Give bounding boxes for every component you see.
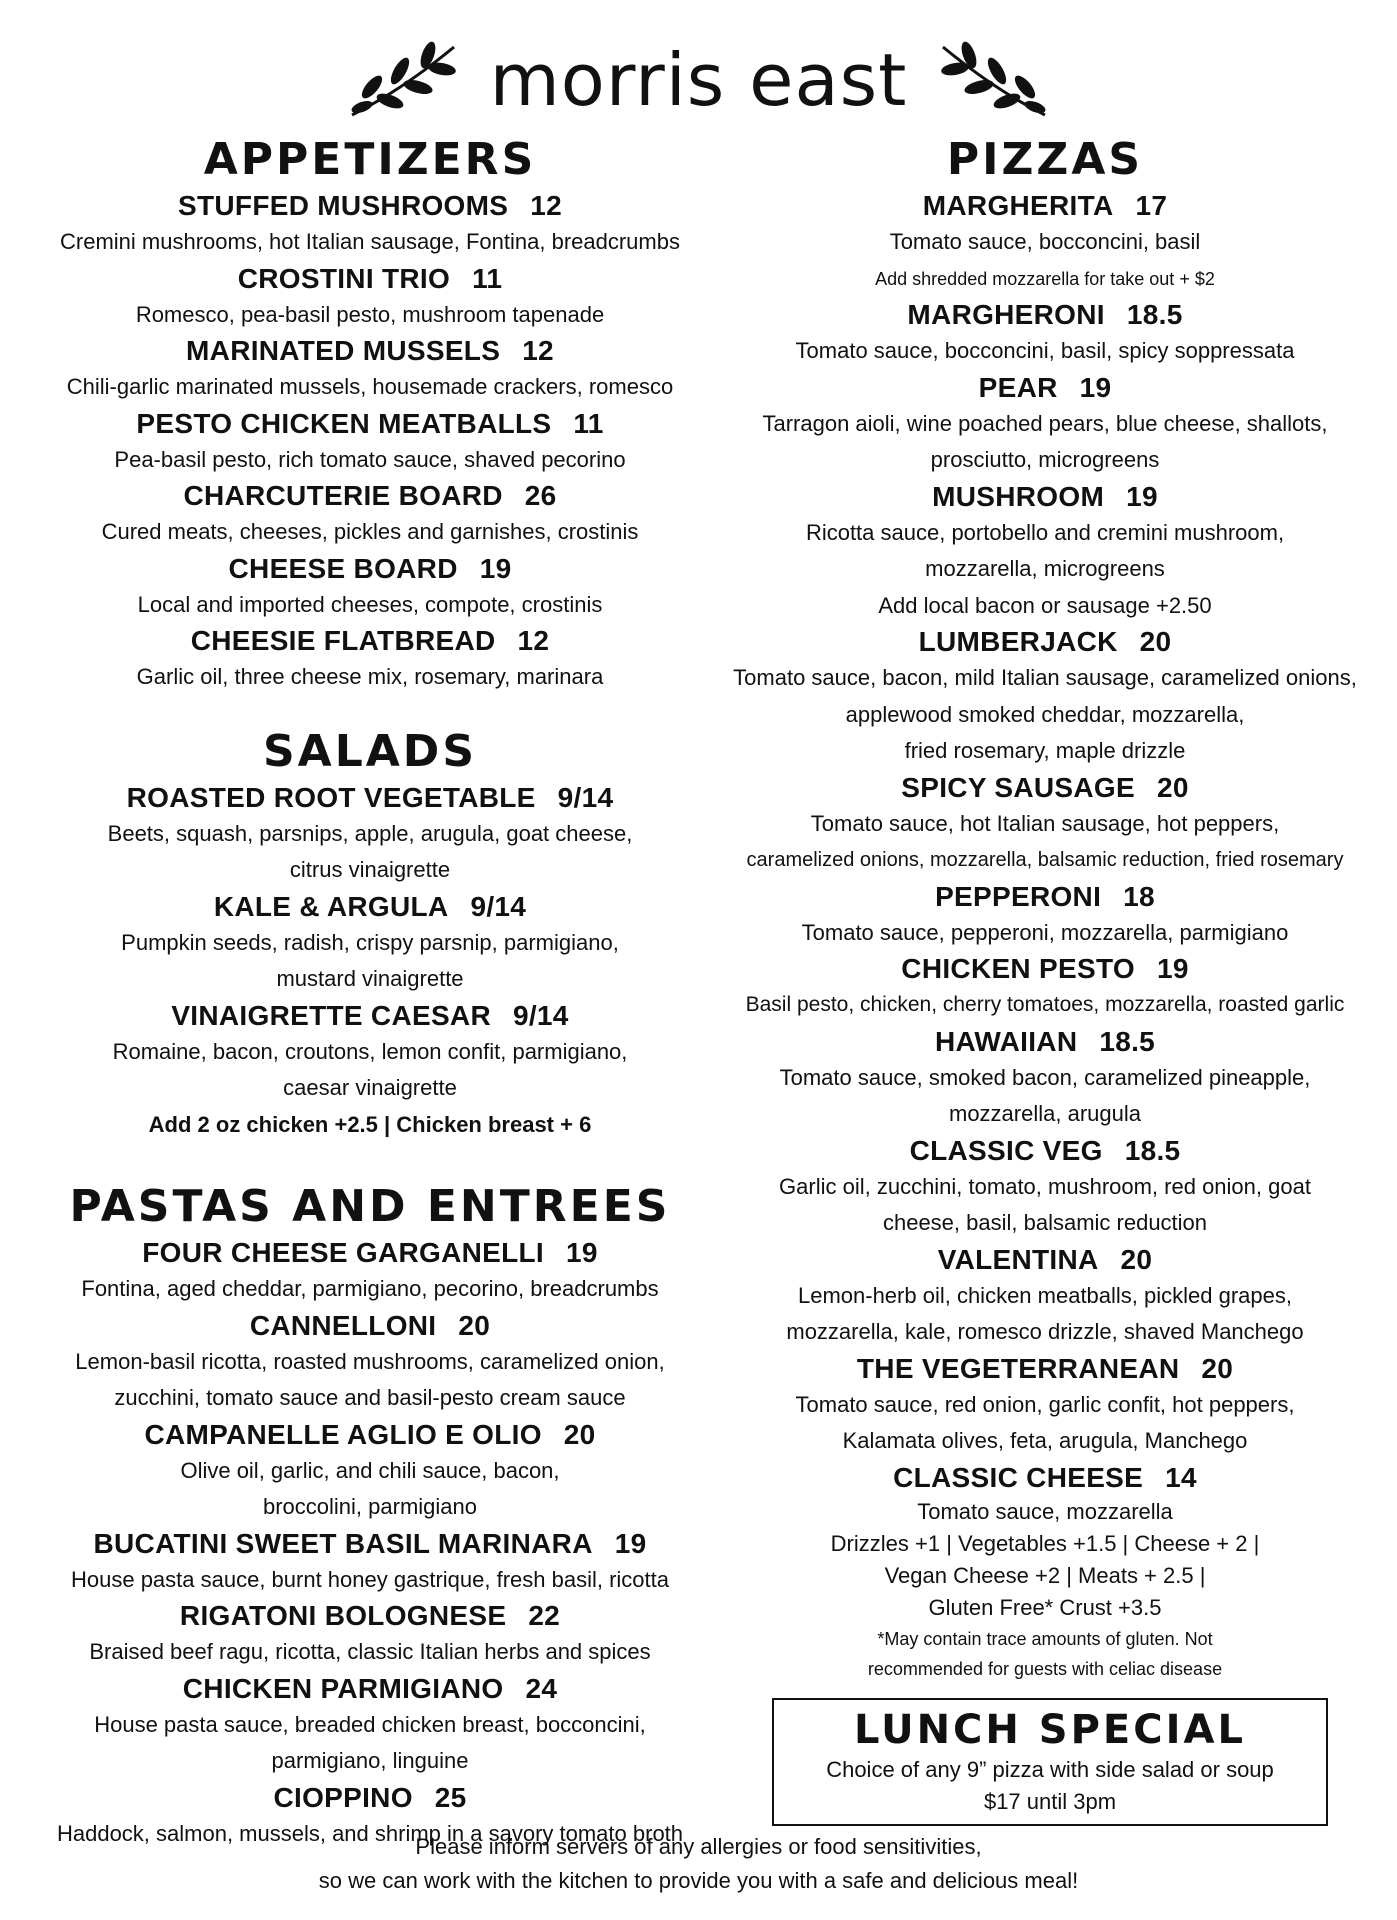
item-name: PESTO CHICKEN MEATBALLS xyxy=(136,407,552,439)
appetizers-section xyxy=(30,132,710,696)
item-description: Pea-basil pesto, rich tomato sauce, shaved pecorino xyxy=(114,446,626,472)
item-price: 9/14 xyxy=(512,999,569,1031)
item-description: Tomato sauce, smoked bacon, caramelized pineapple, xyxy=(779,1064,1311,1090)
item-price: 9/14 xyxy=(557,781,614,813)
item-name: CHEESE BOARD xyxy=(228,552,458,584)
item-description: mozzarella, arugula xyxy=(949,1101,1141,1126)
item-price: 20 xyxy=(458,1309,491,1341)
item-price: 19 xyxy=(565,1237,598,1268)
item-price: 12 xyxy=(522,335,554,366)
item-price: 9/14 xyxy=(470,890,527,922)
menu-item xyxy=(720,1133,1370,1242)
menu-item xyxy=(30,1308,710,1417)
item-name: CHICKEN PESTO xyxy=(901,953,1135,984)
item-name: MARGHERONI xyxy=(907,299,1105,330)
item-description: Tomato sauce, bacon, mild Italian sausage, caramelized onions, xyxy=(733,665,1357,690)
section-title: APPETIZERS xyxy=(203,134,537,185)
pizza-addon-line: Vegan Cheese +2 | Meats + 2.5 | xyxy=(884,1562,1206,1588)
item-name: VINAIGRETTE CAESAR xyxy=(171,999,491,1031)
item-price: 14 xyxy=(1165,1461,1197,1493)
item-description: Local and imported cheeses, compote, crostinis xyxy=(137,591,603,617)
menu-item xyxy=(30,188,710,261)
menu-item xyxy=(30,623,710,696)
item-description: House pasta sauce, burnt honey gastrique, fresh basil, ricotta xyxy=(70,1566,669,1592)
item-description: Cured meats, cheeses, pickles and garnishes, crostinis xyxy=(101,519,639,544)
item-name: CHARCUTERIE BOARD xyxy=(183,480,503,511)
item-description: Braised beef ragu, ricotta, classic Italian herbs and spices xyxy=(89,1639,651,1664)
item-price: 19 xyxy=(1079,371,1112,403)
menu-item xyxy=(720,1242,1370,1351)
item-name: LUMBERJACK xyxy=(918,626,1118,657)
menu-item xyxy=(720,297,1370,370)
menu-item xyxy=(720,770,1370,879)
item-name: CLASSIC CHEESE xyxy=(893,1461,1144,1493)
item-description: mozzarella, kale, romesco drizzle, shaved Manchego xyxy=(786,1319,1304,1344)
item-name: THE VEGETERRANEAN xyxy=(856,1352,1180,1384)
item-description: prosciutto, microgreens xyxy=(930,447,1160,472)
item-description: cheese, basil, balsamic reduction xyxy=(882,1210,1208,1235)
item-name: PEAR xyxy=(978,371,1058,403)
item-description: parmigiano, linguine xyxy=(271,1748,469,1773)
item-description: Garlic oil, zucchini, tomato, mushroom, red onion, goat xyxy=(779,1173,1311,1199)
item-price: 19 xyxy=(479,552,512,584)
item-description: Pumpkin seeds, radish, crispy parsnip, parmigiano, xyxy=(121,929,619,955)
item-name: CHEESIE FLATBREAD xyxy=(190,625,496,656)
item-price: 18.5 xyxy=(1126,299,1183,330)
menu-item xyxy=(30,478,710,551)
item-name: CHICKEN PARMIGIANO xyxy=(182,1672,504,1704)
footer-line: Please inform servers of any allergies or food sensitivities, xyxy=(415,1834,982,1859)
item-price: 20 xyxy=(1139,626,1172,657)
item-description: Tarragon aioli, wine poached pears, blue cheese, shallots, xyxy=(762,410,1328,436)
item-price: 17 xyxy=(1135,190,1168,221)
item-description: Lemon-herb oil, chicken meatballs, pickled grapes, xyxy=(797,1282,1293,1308)
item-name: MUSHROOM xyxy=(932,480,1105,512)
menu-item xyxy=(30,780,710,889)
item-addon-note: Add shredded mozzarella for take out + $2 xyxy=(875,268,1215,289)
menu-item xyxy=(720,479,1370,625)
item-name: CIOPPINO xyxy=(273,1781,413,1813)
gluten-disclaimer: *May contain trace amounts of gluten. Not xyxy=(877,1628,1213,1649)
item-description: Ricotta sauce, portobello and cremini mushroom, xyxy=(805,519,1285,545)
item-description: Beets, squash, parsnips, apple, arugula, goat cheese, xyxy=(107,820,633,846)
menu-item xyxy=(720,1460,1370,1684)
item-price: 24 xyxy=(525,1672,558,1704)
item-price: 18 xyxy=(1123,880,1155,912)
menu-item xyxy=(720,879,1370,952)
menu-item xyxy=(30,889,710,998)
item-description: Basil pesto, chicken, cherry tomatoes, mozzarella, roasted garlic xyxy=(745,993,1345,1016)
item-description: applewood smoked cheddar, mozzarella, xyxy=(845,701,1245,727)
item-description: House pasta sauce, breaded chicken breast, bocconcini, xyxy=(94,1711,646,1737)
section-title: PASTAS AND ENTREES xyxy=(69,1181,671,1232)
item-price: 11 xyxy=(573,407,604,439)
item-description: mustard vinaigrette xyxy=(276,966,464,991)
item-price: 20 xyxy=(1156,771,1189,803)
menu-item xyxy=(30,1598,710,1671)
item-description: Tomato sauce, hot Italian sausage, hot peppers, xyxy=(810,810,1280,836)
lunch-special-price: $17 until 3pm xyxy=(983,1789,1117,1814)
lunch-special-box xyxy=(772,1698,1328,1826)
item-name: VALENTINA xyxy=(937,1243,1099,1275)
menu-item xyxy=(720,370,1370,479)
item-name: MARGHERITA xyxy=(922,190,1114,221)
item-description: Kalamata olives, feta, arugula, Manchego xyxy=(842,1428,1248,1453)
left-column xyxy=(30,132,710,1852)
menu-item xyxy=(720,1351,1370,1460)
item-description: Chili-garlic marinated mussels, housemade crackers, romesco xyxy=(66,374,674,399)
section-title: PIZZAS xyxy=(946,134,1144,185)
item-addon-note: Add local bacon or sausage +2.50 xyxy=(878,592,1212,618)
pizzas-section xyxy=(720,132,1370,1684)
item-name: CROSTINI TRIO xyxy=(237,262,451,294)
menu-item xyxy=(30,333,710,406)
item-name: PEPPERONI xyxy=(935,880,1102,912)
menu-item xyxy=(30,1417,710,1526)
item-price: 26 xyxy=(524,480,557,511)
item-price: 18.5 xyxy=(1099,1025,1156,1057)
section-title: SALADS xyxy=(262,725,478,777)
item-description: Fontina, aged cheddar, parmigiano, pecorino, breadcrumbs xyxy=(81,1276,659,1301)
pastas-section xyxy=(30,1179,710,1852)
item-name: CLASSIC VEG xyxy=(909,1134,1103,1166)
lunch-special-description: Choice of any 9” pizza with side salad or soup xyxy=(826,1757,1274,1782)
menu-item xyxy=(30,261,710,334)
item-description: zucchini, tomato sauce and basil-pesto cream sauce xyxy=(114,1385,626,1410)
item-name: MARINATED MUSSELS xyxy=(186,335,501,366)
item-description: Romesco, pea-basil pesto, mushroom tapenade xyxy=(135,301,605,327)
salads-section xyxy=(30,724,710,1144)
olive-branch-icon xyxy=(342,35,462,125)
item-price: 12 xyxy=(517,625,550,656)
item-name: KALE & ARGULA xyxy=(213,890,449,922)
item-description: Lemon-basil ricotta, roasted mushrooms, caramelized onion, xyxy=(75,1348,665,1374)
item-name: HAWAIIAN xyxy=(934,1025,1078,1057)
olive-branch-icon xyxy=(935,35,1055,125)
lunch-special-title: LUNCH SPECIAL xyxy=(854,1707,1246,1753)
item-price: 19 xyxy=(1156,953,1189,984)
gluten-disclaimer: recommended for guests with celiac disease xyxy=(867,1658,1223,1679)
menu-item xyxy=(30,1235,710,1308)
item-name: CANNELLONI xyxy=(249,1309,437,1341)
allergy-footer xyxy=(0,1830,1397,1898)
menu-item xyxy=(720,188,1370,297)
item-price: 20 xyxy=(1120,1243,1153,1275)
menu-item xyxy=(30,998,710,1107)
menu-item xyxy=(30,406,710,479)
footer-line: so we can work with the kitchen to provide you with a safe and delicious meal! xyxy=(318,1868,1079,1893)
item-price: 20 xyxy=(563,1418,596,1450)
item-price: 12 xyxy=(530,190,562,221)
salad-addon-note: Add 2 oz chicken +2.5 | Chicken breast + 6 xyxy=(148,1111,592,1137)
item-description: Haddock, salmon, mussels, and shrimp in a savory tomato broth xyxy=(56,1820,684,1846)
item-description: citrus vinaigrette xyxy=(289,857,451,882)
item-description: Tomato sauce, bocconcini, basil, spicy soppressata xyxy=(795,338,1295,363)
item-description: Tomato sauce, bocconcini, basil xyxy=(889,229,1201,254)
item-description: Tomato sauce, mozzarella xyxy=(917,1498,1173,1524)
item-description: Cremini mushrooms, hot Italian sausage, Fontina, breadcrumbs xyxy=(60,229,680,254)
restaurant-logo-text: morris east xyxy=(489,38,908,122)
menu-item xyxy=(30,551,710,624)
menu-item xyxy=(720,951,1370,1024)
menu-item xyxy=(720,624,1370,770)
item-price: 18.5 xyxy=(1124,1134,1181,1166)
menu-item xyxy=(30,1526,710,1599)
item-price: 19 xyxy=(1126,480,1158,512)
item-price: 11 xyxy=(472,262,503,294)
item-price: 22 xyxy=(528,1600,561,1631)
item-name: RIGATONI BOLOGNESE xyxy=(179,1600,507,1631)
item-description: Tomato sauce, red onion, garlic confit, hot peppers, xyxy=(795,1391,1295,1417)
item-price: 20 xyxy=(1201,1352,1234,1384)
item-description: Tomato sauce, pepperoni, mozzarella, parmigiano xyxy=(801,919,1289,945)
menu-item xyxy=(720,1024,1370,1133)
item-description: Romaine, bacon, croutons, lemon confit, parmigiano, xyxy=(112,1038,628,1064)
item-description: Garlic oil, three cheese mix, rosemary, marinara xyxy=(136,664,604,689)
menu-item xyxy=(30,1671,710,1780)
item-name: ROASTED ROOT VEGETABLE xyxy=(126,781,536,813)
right-column xyxy=(720,132,1370,1684)
item-description: mozzarella, microgreens xyxy=(925,556,1165,581)
item-name: SPICY SAUSAGE xyxy=(901,771,1135,803)
item-name: FOUR CHEESE GARGANELLI xyxy=(142,1237,544,1268)
item-name: CAMPANELLE AGLIO E OLIO xyxy=(144,1418,542,1450)
item-description: caramelized onions, mozzarella, balsamic reduction, fried rosemary xyxy=(746,849,1344,871)
header xyxy=(0,30,1397,130)
item-name: STUFFED MUSHROOMS xyxy=(178,190,509,221)
item-description: fried rosemary, maple drizzle xyxy=(904,738,1186,763)
pizza-addon-line: Gluten Free* Crust +3.5 xyxy=(928,1594,1162,1620)
item-description: caesar vinaigrette xyxy=(283,1075,457,1100)
item-name: BUCATINI SWEET BASIL MARINARA xyxy=(93,1527,593,1559)
item-price: 25 xyxy=(434,1781,467,1813)
item-description: Olive oil, garlic, and chili sauce, bacon, xyxy=(180,1457,560,1483)
pizza-addon-line: Drizzles +1 | Vegetables +1.5 | Cheese + 2 | xyxy=(830,1530,1260,1556)
item-price: 19 xyxy=(614,1527,647,1559)
item-description: broccolini, parmigiano xyxy=(263,1494,477,1519)
